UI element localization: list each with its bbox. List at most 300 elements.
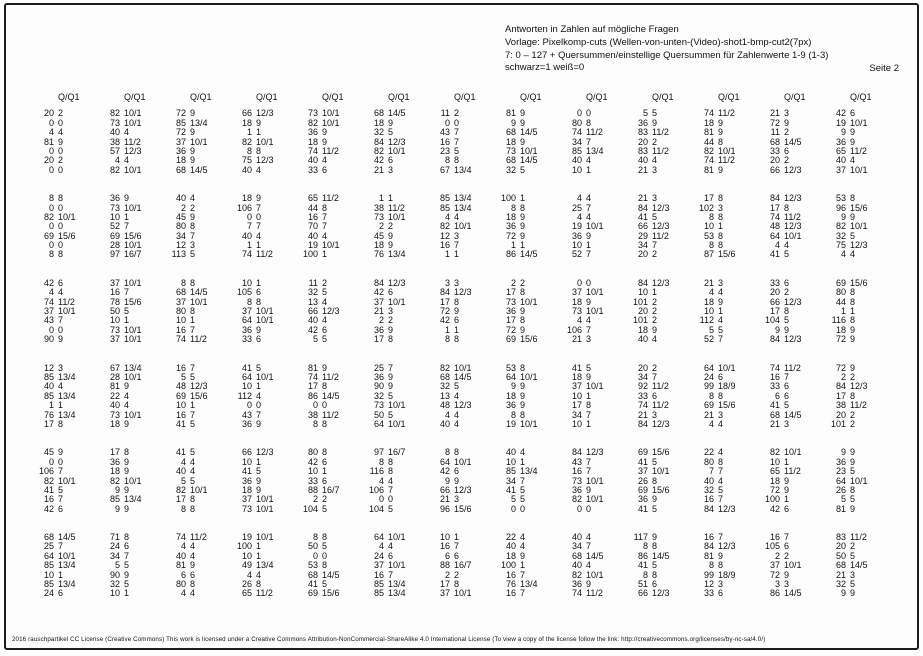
value: 36 bbox=[505, 400, 516, 411]
quersumme: 10/1 bbox=[124, 117, 142, 128]
quersumme: 10/1 bbox=[850, 164, 868, 175]
grid-cell bbox=[220, 241, 286, 250]
grid-cell bbox=[88, 109, 154, 118]
value: 85 bbox=[571, 145, 582, 156]
quersumme: 9 bbox=[124, 456, 130, 467]
quersumme: 11/2 bbox=[586, 127, 603, 138]
grid-cell bbox=[484, 166, 550, 175]
grid-cell bbox=[352, 467, 418, 476]
value: 1 bbox=[510, 240, 516, 251]
value: 21 bbox=[703, 409, 714, 420]
grid-cell bbox=[682, 307, 748, 316]
grid-cell bbox=[88, 138, 154, 147]
quersumme: 10/1 bbox=[124, 164, 142, 175]
value: 43 bbox=[43, 315, 54, 326]
quersumme: 10/1 bbox=[124, 240, 142, 251]
grid-cell bbox=[748, 495, 814, 504]
grid-cell bbox=[682, 580, 748, 589]
value: 0 bbox=[576, 503, 582, 514]
value: 9 bbox=[444, 475, 450, 486]
quersumme: 4 bbox=[256, 230, 262, 241]
grid-cell bbox=[550, 458, 616, 467]
grid-cell bbox=[418, 138, 484, 147]
value: 66 bbox=[241, 108, 252, 119]
grid-cell bbox=[418, 411, 484, 420]
grid-cell bbox=[814, 307, 880, 316]
quersumme: 5 bbox=[388, 127, 394, 138]
quersumme: 0 bbox=[322, 400, 328, 411]
quersumme: 8 bbox=[718, 193, 724, 204]
grid-cell bbox=[418, 561, 484, 570]
quersumme: 9 bbox=[586, 296, 592, 307]
value: 37 bbox=[571, 381, 582, 392]
grid-cell bbox=[814, 364, 880, 373]
value: 36 bbox=[571, 484, 582, 495]
grid-cell bbox=[484, 204, 550, 213]
grid-cell bbox=[418, 580, 484, 589]
value: 10 bbox=[241, 550, 252, 561]
value: 4 bbox=[180, 456, 186, 467]
quersumme: 8 bbox=[190, 494, 196, 505]
value: 21 bbox=[637, 193, 648, 204]
grid-cell bbox=[88, 533, 154, 542]
grid-cell bbox=[814, 298, 880, 307]
value: 32 bbox=[835, 579, 846, 590]
quersumme: 12/3 bbox=[388, 136, 406, 147]
grid-cell bbox=[484, 589, 550, 598]
grid-cell bbox=[286, 373, 352, 382]
grid-cell bbox=[22, 204, 88, 213]
grid-cell bbox=[352, 326, 418, 335]
quersumme: 5 bbox=[784, 400, 790, 411]
column-header: Q/Q1 bbox=[850, 92, 872, 102]
value: 16 bbox=[307, 211, 318, 222]
quersumme: 5 bbox=[388, 409, 394, 420]
value: 64 bbox=[241, 371, 252, 382]
value: 65 bbox=[307, 193, 318, 204]
grid-cell bbox=[418, 392, 484, 401]
quersumme: 9 bbox=[322, 127, 328, 138]
quersumme: 16/7 bbox=[124, 249, 142, 260]
grid-cell bbox=[484, 316, 550, 325]
grid-cell bbox=[814, 448, 880, 457]
quersumme: 0 bbox=[586, 503, 592, 514]
grid-cell bbox=[748, 288, 814, 297]
value: 32 bbox=[439, 381, 450, 392]
grid-cell bbox=[220, 147, 286, 156]
quersumme: 15/6 bbox=[454, 503, 472, 514]
value: 41 bbox=[637, 503, 648, 514]
quersumme: 11/2 bbox=[388, 202, 405, 213]
value: 69 bbox=[637, 447, 648, 458]
grid-cell bbox=[814, 326, 880, 335]
quersumme: 9 bbox=[322, 136, 328, 147]
quersumme: 7 bbox=[124, 221, 130, 232]
grid-cell bbox=[418, 552, 484, 561]
value: 18 bbox=[769, 475, 780, 486]
quersumme: 12/3 bbox=[784, 334, 802, 345]
value: 38 bbox=[373, 202, 384, 213]
quersumme: 12/3 bbox=[652, 202, 670, 213]
value: 37 bbox=[571, 287, 582, 298]
quersumme: 9 bbox=[190, 155, 196, 166]
value: 84 bbox=[637, 202, 648, 213]
grid-cell bbox=[88, 316, 154, 325]
grid-cell bbox=[418, 533, 484, 542]
grid-cell bbox=[22, 401, 88, 410]
grid-cell bbox=[682, 232, 748, 241]
grid-cell bbox=[286, 401, 352, 410]
quersumme: 2 bbox=[850, 418, 856, 429]
quersumme: 4 bbox=[124, 127, 130, 138]
grid-cell bbox=[220, 194, 286, 203]
quersumme: 9 bbox=[124, 466, 130, 477]
quersumme: 11/2 bbox=[322, 193, 339, 204]
grid-cell bbox=[352, 138, 418, 147]
grid-cell bbox=[550, 119, 616, 128]
value: 16 bbox=[769, 371, 780, 382]
grid-cell bbox=[22, 316, 88, 325]
grid-cell bbox=[484, 119, 550, 128]
quersumme: 10/1 bbox=[454, 588, 472, 599]
value: 4 bbox=[246, 569, 252, 580]
grid-cell bbox=[286, 477, 352, 486]
grid-cell bbox=[154, 222, 220, 231]
quersumme: 10/1 bbox=[58, 306, 76, 317]
value: 4 bbox=[180, 588, 186, 599]
value: 25 bbox=[43, 541, 54, 552]
grid-cell bbox=[286, 298, 352, 307]
value: 8 bbox=[444, 155, 450, 166]
quersumme: 13/4 bbox=[58, 390, 76, 401]
quersumme: 5 bbox=[388, 503, 394, 514]
grid-cell bbox=[22, 194, 88, 203]
quersumme: 3 bbox=[58, 362, 64, 373]
value: 10 bbox=[109, 315, 120, 326]
quersumme: 9 bbox=[388, 230, 394, 241]
grid-cell bbox=[88, 194, 154, 203]
value: 18 bbox=[175, 155, 186, 166]
grid-cell bbox=[484, 279, 550, 288]
quersumme: 13/4 bbox=[58, 579, 76, 590]
value: 0 bbox=[312, 550, 318, 561]
quersumme: 1 bbox=[256, 277, 262, 288]
quersumme: 9 bbox=[784, 324, 790, 335]
value: 28 bbox=[109, 240, 120, 251]
value: 18 bbox=[307, 136, 318, 147]
value: 11 bbox=[770, 127, 780, 138]
grid-cell bbox=[220, 166, 286, 175]
quersumme: 12/3 bbox=[718, 503, 736, 514]
quersumme: 4 bbox=[190, 456, 196, 467]
quersumme: 1 bbox=[454, 324, 460, 335]
grid-cell bbox=[748, 147, 814, 156]
quersumme: 18/9 bbox=[718, 569, 736, 580]
value: 10 bbox=[43, 569, 54, 580]
value: 7 bbox=[246, 221, 252, 232]
column-header-row bbox=[22, 93, 912, 102]
quersumme: 10/1 bbox=[850, 117, 868, 128]
grid-cell bbox=[220, 467, 286, 476]
value: 8 bbox=[312, 532, 318, 543]
quersumme: 7 bbox=[718, 334, 724, 345]
quersumme: 10/1 bbox=[322, 240, 340, 251]
quersumme: 6 bbox=[322, 456, 328, 467]
quersumme: 10/1 bbox=[388, 400, 406, 411]
quersumme: 15/6 bbox=[652, 484, 670, 495]
quersumme: 7 bbox=[256, 221, 262, 232]
value: 85 bbox=[109, 494, 120, 505]
grid-cell bbox=[418, 486, 484, 495]
grid-cell bbox=[418, 477, 484, 486]
value: 36 bbox=[307, 127, 318, 138]
value: 64 bbox=[703, 362, 714, 373]
value: 18 bbox=[505, 136, 516, 147]
grid-cell bbox=[352, 589, 418, 598]
quersumme: 8 bbox=[520, 202, 526, 213]
value: 42 bbox=[43, 503, 54, 514]
value: 4 bbox=[114, 155, 120, 166]
grid-cell bbox=[616, 561, 682, 570]
value: 4 bbox=[774, 240, 780, 251]
value: 11 bbox=[440, 108, 450, 119]
quersumme: 9 bbox=[850, 127, 856, 138]
value: 34 bbox=[505, 475, 516, 486]
value: 8 bbox=[180, 277, 186, 288]
grid-cell bbox=[154, 307, 220, 316]
value: 33 bbox=[769, 145, 780, 156]
grid-cell bbox=[616, 467, 682, 476]
grid-cell bbox=[484, 147, 550, 156]
value: 2 bbox=[312, 494, 318, 505]
value: 97 bbox=[373, 447, 384, 458]
value: 10 bbox=[571, 418, 582, 429]
value: 45 bbox=[373, 230, 384, 241]
value: 74 bbox=[769, 362, 780, 373]
quersumme: 4 bbox=[454, 390, 460, 401]
quersumme: 6 bbox=[322, 324, 328, 335]
grid-cell bbox=[220, 364, 286, 373]
quersumme: 0 bbox=[454, 117, 460, 128]
column-header: Q/Q1 bbox=[322, 92, 344, 102]
grid-cell bbox=[550, 571, 616, 580]
value: 80 bbox=[175, 579, 186, 590]
value: 42 bbox=[373, 287, 384, 298]
grid-cell bbox=[484, 335, 550, 344]
grid-cell bbox=[88, 467, 154, 476]
quersumme: 10/1 bbox=[850, 221, 868, 232]
value: 73 bbox=[571, 306, 582, 317]
value: 42 bbox=[307, 456, 318, 467]
grid-cell bbox=[814, 147, 880, 156]
value: 84 bbox=[703, 503, 714, 514]
grid-cell bbox=[418, 335, 484, 344]
grid-cell bbox=[88, 448, 154, 457]
grid-cell bbox=[154, 147, 220, 156]
grid-cell bbox=[748, 279, 814, 288]
grid-cell bbox=[682, 213, 748, 222]
value: 4 bbox=[708, 287, 714, 298]
value: 66 bbox=[637, 588, 648, 599]
grid-cell bbox=[748, 316, 814, 325]
quersumme: 14/5 bbox=[322, 390, 340, 401]
quersumme: 2 bbox=[322, 277, 328, 288]
value: 8 bbox=[444, 447, 450, 458]
grid-cell bbox=[484, 109, 550, 118]
value: 67 bbox=[109, 362, 120, 373]
grid-cell bbox=[22, 213, 88, 222]
quersumme: 11/2 bbox=[652, 400, 669, 411]
grid-cell bbox=[22, 166, 88, 175]
quersumme: 3 bbox=[718, 409, 724, 420]
quersumme: 9 bbox=[718, 550, 724, 561]
quersumme: 9 bbox=[124, 381, 130, 392]
value: 9 bbox=[114, 484, 120, 495]
grid-cell bbox=[418, 279, 484, 288]
value: 69 bbox=[175, 390, 186, 401]
value: 85 bbox=[373, 579, 384, 590]
value: 40 bbox=[307, 230, 318, 241]
value: 4 bbox=[444, 409, 450, 420]
grid-cell bbox=[286, 505, 352, 514]
grid-cell bbox=[748, 458, 814, 467]
quersumme: 1 bbox=[520, 240, 526, 251]
grid-cell bbox=[418, 420, 484, 429]
value: 106 bbox=[38, 466, 54, 477]
grid-cell bbox=[22, 561, 88, 570]
grid-cell bbox=[748, 420, 814, 429]
grid-cell bbox=[154, 401, 220, 410]
grid-cell bbox=[748, 335, 814, 344]
quersumme: 14/5 bbox=[520, 249, 538, 260]
grid-cell bbox=[682, 373, 748, 382]
grid-cell bbox=[616, 316, 682, 325]
quersumme: 7 bbox=[586, 324, 592, 335]
quersumme: 10/1 bbox=[520, 145, 538, 156]
value: 50 bbox=[835, 550, 846, 561]
quersumme: 11/2 bbox=[718, 108, 735, 119]
quersumme: 10/1 bbox=[520, 418, 538, 429]
quersumme: 8 bbox=[190, 579, 196, 590]
value: 72 bbox=[769, 484, 780, 495]
quersumme: 3 bbox=[454, 277, 460, 288]
quersumme: 4 bbox=[586, 560, 592, 571]
quersumme: 5 bbox=[256, 362, 262, 373]
grid-cell bbox=[484, 533, 550, 542]
quersumme: 14/5 bbox=[190, 287, 208, 298]
quersumme: 7 bbox=[190, 324, 196, 335]
quersumme: 2 bbox=[784, 155, 790, 166]
quersumme: 8 bbox=[256, 145, 262, 156]
quersumme: 1 bbox=[520, 193, 526, 204]
grid-cell bbox=[748, 401, 814, 410]
value: 18 bbox=[703, 117, 714, 128]
quersumme: 3 bbox=[586, 334, 592, 345]
value: 40 bbox=[307, 155, 318, 166]
value: 13 bbox=[307, 296, 318, 307]
value: 40 bbox=[175, 466, 186, 477]
quersumme: 8 bbox=[124, 532, 130, 543]
quersumme: 13/4 bbox=[520, 466, 538, 477]
value: 100 bbox=[236, 541, 252, 552]
header-title: Antworten in Zahlen auf mögliche Fragen bbox=[505, 24, 679, 35]
quersumme: 10/1 bbox=[124, 409, 142, 420]
value: 116 bbox=[831, 315, 846, 326]
grid-cell bbox=[748, 373, 814, 382]
value: 17 bbox=[307, 381, 318, 392]
value: 34 bbox=[637, 371, 648, 382]
grid-cell bbox=[286, 448, 352, 457]
grid-cell bbox=[814, 467, 880, 476]
quersumme: 4 bbox=[586, 315, 592, 326]
value: 36 bbox=[109, 456, 120, 467]
grid-cell bbox=[220, 326, 286, 335]
quersumme: 8 bbox=[58, 418, 64, 429]
quersumme: 9 bbox=[520, 306, 526, 317]
quersumme: 11/2 bbox=[652, 127, 669, 138]
grid-cell bbox=[22, 326, 88, 335]
value: 16 bbox=[175, 324, 186, 335]
value: 40 bbox=[637, 155, 648, 166]
value: 80 bbox=[307, 447, 318, 458]
number-block bbox=[22, 109, 912, 175]
quersumme: 6 bbox=[58, 503, 64, 514]
grid-cell bbox=[22, 335, 88, 344]
quersumme: 3 bbox=[652, 193, 658, 204]
grid-cell bbox=[88, 119, 154, 128]
quersumme: 7 bbox=[454, 136, 460, 147]
quersumme: 7 bbox=[586, 541, 592, 552]
grid-cell bbox=[352, 411, 418, 420]
quersumme: 5 bbox=[124, 306, 130, 317]
value: 84 bbox=[769, 334, 780, 345]
grid-cell bbox=[418, 128, 484, 137]
grid-cell bbox=[418, 204, 484, 213]
value: 72 bbox=[769, 569, 780, 580]
quersumme: 5 bbox=[190, 475, 196, 486]
grid-cell bbox=[814, 552, 880, 561]
grid-cell bbox=[220, 307, 286, 316]
quersumme: 4 bbox=[388, 475, 394, 486]
grid-cell bbox=[22, 505, 88, 514]
quersumme: 5 bbox=[520, 484, 526, 495]
value: 0 bbox=[312, 400, 318, 411]
quersumme: 4 bbox=[520, 532, 526, 543]
quersumme: 0 bbox=[520, 503, 526, 514]
grid-cell bbox=[682, 109, 748, 118]
value: 44 bbox=[703, 136, 714, 147]
value: 17 bbox=[505, 287, 516, 298]
value: 36 bbox=[241, 324, 252, 335]
value: 32 bbox=[373, 390, 384, 401]
value: 40 bbox=[175, 550, 186, 561]
quersumme: 11/2 bbox=[784, 466, 801, 477]
quersumme: 7 bbox=[718, 532, 724, 543]
quersumme: 8 bbox=[784, 202, 790, 213]
grid-cell bbox=[88, 307, 154, 316]
quersumme: 9 bbox=[124, 569, 130, 580]
grid-cell bbox=[484, 571, 550, 580]
quersumme: 1 bbox=[256, 381, 262, 392]
value: 37 bbox=[43, 306, 54, 317]
grid-cell bbox=[286, 138, 352, 147]
value: 41 bbox=[43, 484, 54, 495]
grid-cell bbox=[550, 561, 616, 570]
value: 69 bbox=[307, 588, 318, 599]
quersumme: 10/1 bbox=[58, 550, 76, 561]
value: 21 bbox=[769, 418, 780, 429]
quersumme: 14/5 bbox=[190, 164, 208, 175]
